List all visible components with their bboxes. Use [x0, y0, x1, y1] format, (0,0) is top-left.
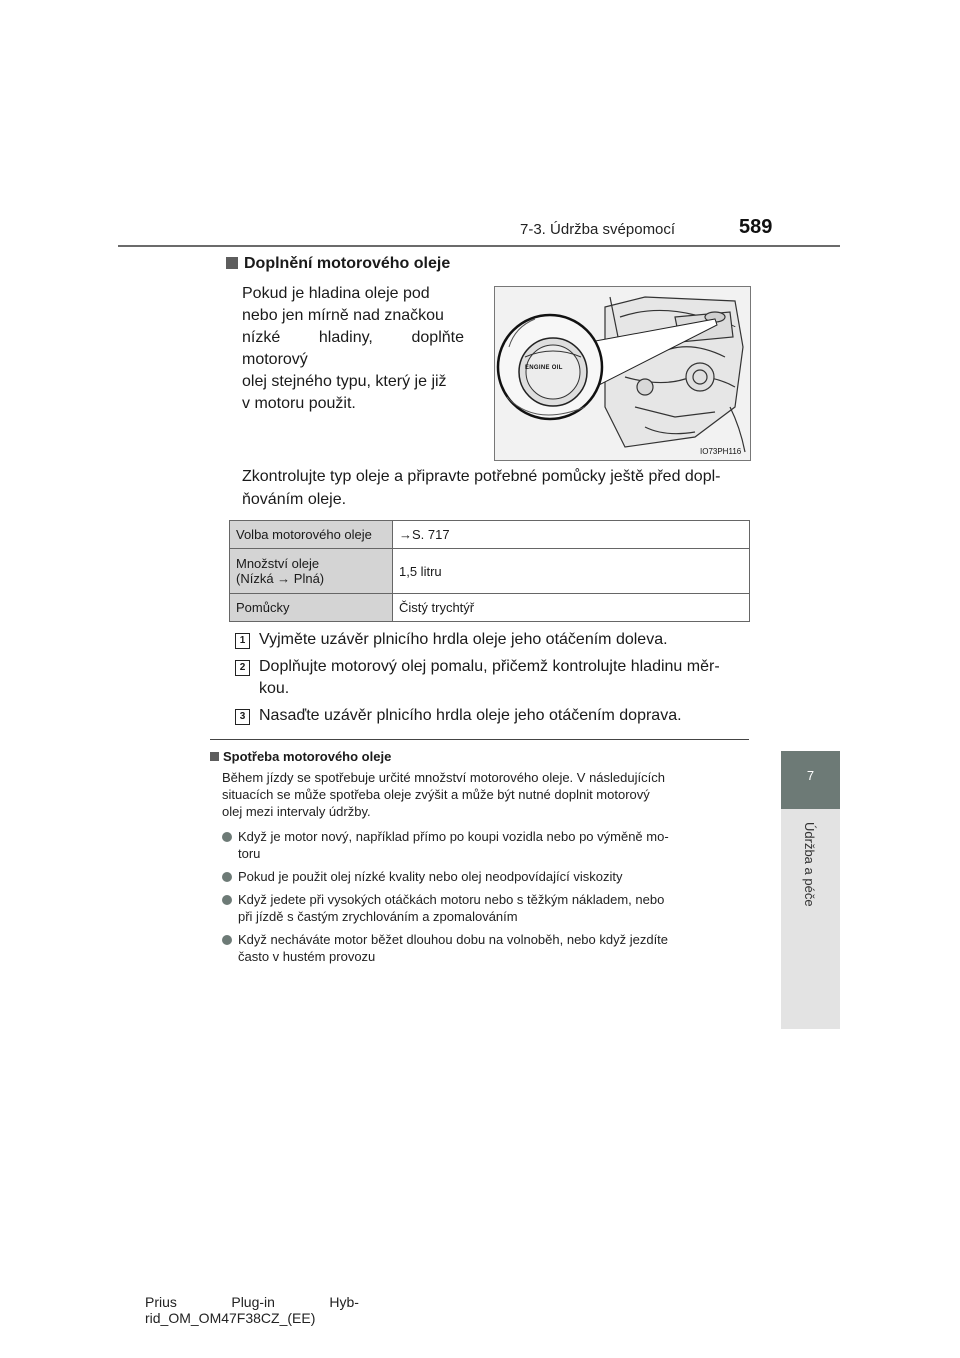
list-item-text: Když jedete při vysokých otáčkách motoru nebo s těžkým nákladem, nebo při jízdě s častým zrychlováním a zpomalováním	[238, 892, 665, 924]
table-row	[230, 521, 750, 549]
step-number-badge: 2	[235, 660, 250, 676]
table-row	[230, 594, 750, 622]
note-divider	[210, 739, 749, 740]
note-heading-text: Spotřeba motorového oleje	[223, 749, 392, 764]
check-paragraph	[242, 465, 752, 511]
list-item-text: Když necháváte motor běžet dlouhou dobu na volnoběh, nebo když jezdíte často v hustém provozu	[238, 932, 669, 964]
engine-oil-cap-illustration	[494, 286, 751, 461]
intro-line: Pokud je hladina oleje pod	[242, 285, 430, 302]
intro-line: v motoru použit.	[242, 395, 356, 412]
table-label-cell: Pomůcky	[230, 594, 393, 622]
check-line: ňováním oleje.	[242, 491, 347, 508]
oil-spec-table	[229, 520, 750, 622]
engine-bay-drawing	[495, 287, 750, 460]
check-line: Zkontrolujte typ oleje a připravte potřebné pomůcky ještě před dopl-	[242, 468, 721, 485]
step-text: Vyjměte uzávěr plnicího hrdla oleje jeho otáčením doleva.	[259, 631, 668, 648]
round-bullet-icon	[222, 935, 232, 945]
note-paragraph: Během jízdy se spotřebuje určité množství motorového oleje. V následujících situacích se může spotřeba oleje zvýšit a může být nutné doplnit motorový olej mezi intervaly údržby.	[222, 770, 665, 819]
note-heading	[210, 749, 391, 764]
list-item-text: Když je motor nový, například přímo po koupi vozidla nebo po výměně mo- toru	[238, 829, 669, 861]
table-row	[230, 549, 750, 594]
step-number-badge: 3	[235, 709, 250, 725]
round-bullet-icon	[222, 832, 232, 842]
intro-line: nebo jen mírně nad značkou	[242, 307, 444, 324]
chapter-number: 7	[806, 768, 815, 783]
table-label-cell: Množství oleje (Nízká → Plná)	[230, 549, 393, 594]
list-item	[222, 828, 750, 864]
header-divider	[118, 245, 840, 247]
table-value-cell: →S. 717	[393, 521, 750, 549]
section-heading-text: Doplnění motorového oleje	[244, 255, 451, 272]
step-number-badge: 1	[235, 633, 250, 649]
step-text: Nasaďte uzávěr plnicího hrdla oleje jeho otáčením doprava.	[259, 707, 682, 724]
header-section-title: 7-3. Údržba svépomocí	[520, 221, 676, 238]
illustration-code: IO73PH116	[700, 447, 742, 456]
square-bullet-icon	[210, 752, 219, 761]
chapter-label: Údržba a péče	[802, 822, 817, 907]
round-bullet-icon	[222, 872, 232, 882]
round-bullet-icon	[222, 895, 232, 905]
step-text: Doplňujte motorový olej pomalu, přičemž kontrolujte hladinu měr- kou.	[259, 658, 720, 697]
list-item	[222, 891, 750, 927]
page-number: 589	[739, 216, 773, 238]
section-heading	[226, 255, 450, 273]
intro-line: nízké hladiny, doplňte motorový	[242, 329, 464, 368]
oil-cap-label: ENGINE OIL	[525, 365, 563, 371]
list-item	[222, 931, 750, 967]
square-bullet-icon	[226, 257, 238, 269]
document-footer: Prius Plug-in Hyb- rid_OM_OM47F38CZ_(EE)	[145, 1294, 359, 1326]
table-value-cell: Čistý trychtýř	[393, 594, 750, 622]
list-item-text: Pokud je použit olej nízké kvality nebo olej neodpovídající viskozity	[238, 869, 623, 884]
intro-line: olej stejného typu, který je již	[242, 373, 447, 390]
list-item	[222, 868, 750, 886]
intro-paragraph	[242, 283, 464, 415]
table-label-cell: Volba motorového oleje	[230, 521, 393, 549]
table-value-cell: 1,5 litru	[393, 549, 750, 594]
